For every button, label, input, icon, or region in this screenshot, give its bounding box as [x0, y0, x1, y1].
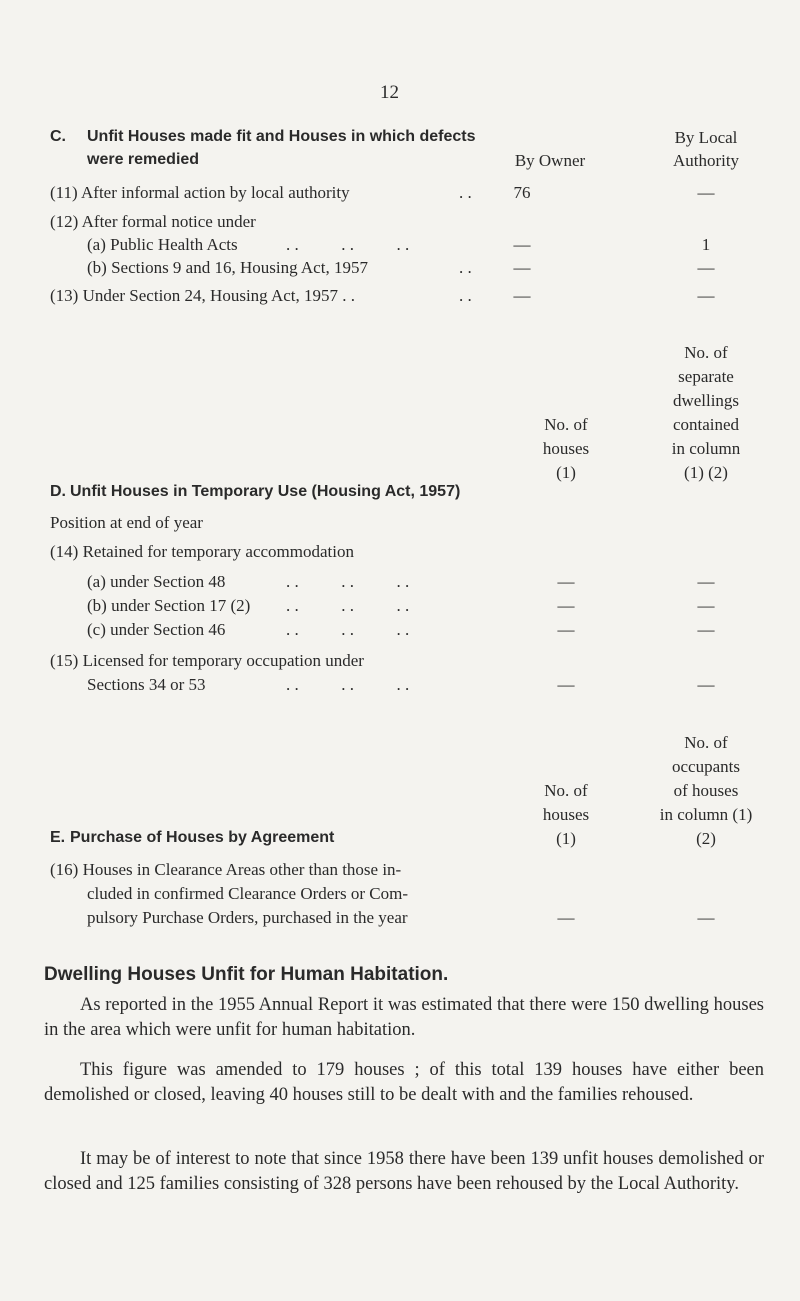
row-14a-c2: —	[697, 572, 715, 591]
e-col2-line1: No. of	[684, 733, 728, 752]
row-16-line1: (16) Houses in Clearance Areas other than those in-	[50, 860, 402, 879]
d-col2-line1: No. of	[684, 343, 728, 362]
col-header-owner: By Owner	[514, 151, 586, 170]
row-14b-dots: . . . . . .	[286, 596, 410, 615]
row-11-local: —	[697, 183, 715, 202]
row-11-dots: . .	[459, 183, 472, 202]
d-col1-line1: No. of	[544, 415, 588, 434]
row-12-label: (12) After formal notice under	[50, 212, 256, 231]
row-14a-dots: . . . . . .	[286, 572, 410, 591]
row-16-c1: —	[557, 908, 575, 927]
row-11-owner: 76	[513, 183, 531, 202]
row-12a-owner: —	[513, 235, 531, 254]
section-c-title-line2: were remedied	[87, 151, 200, 168]
d-col2-line2: separate	[678, 367, 734, 386]
section-c-letter: C.	[50, 128, 66, 145]
e-col2-line2: occupants	[672, 757, 740, 776]
e-col2-line4: in column (1)	[659, 805, 753, 824]
row-13-owner: —	[513, 286, 531, 305]
row-14c-label: (c) under Section 46	[87, 620, 226, 639]
section-d-title: Unfit Houses in Temporary Use (Housing Act, 1957)	[70, 483, 461, 500]
row-16-c2: —	[697, 908, 715, 927]
row-13-label: (13) Under Section 24, Housing Act, 1957 . .	[50, 286, 356, 305]
row-14c-c2: —	[697, 620, 715, 639]
row-15-dots: . . . . . .	[286, 675, 410, 694]
row-13-local: —	[697, 286, 715, 305]
e-col1-line3: (1)	[556, 829, 576, 848]
section-d-letter: D.	[50, 483, 66, 500]
e-col2-line5: (2)	[696, 829, 716, 848]
d-position-text: Position at end of year	[50, 513, 203, 532]
d-col2-line5: in column	[671, 439, 741, 458]
col-header-local-1: By Local	[674, 128, 738, 147]
row-12b-local: —	[697, 258, 715, 277]
e-col2-line3: of houses	[673, 781, 739, 800]
row-14-label: (14) Retained for temporary accommodation	[50, 542, 354, 561]
row-12a-label: (a) Public Health Acts	[87, 235, 238, 254]
section-e-title: Purchase of Houses by Agreement	[70, 829, 335, 846]
row-15-label: (15) Licensed for temporary occupation under	[50, 651, 364, 670]
d-col2-line6: (1) (2)	[684, 463, 728, 482]
row-12b-owner: —	[513, 258, 531, 277]
section-e-letter: E.	[50, 829, 66, 846]
page-number: 12	[380, 82, 399, 103]
row-14a-label: (a) under Section 48	[87, 572, 226, 591]
row-14b-c1: —	[557, 596, 575, 615]
row-15-c1: —	[557, 675, 575, 694]
row-16-line2: cluded in confirmed Clearance Orders or Com-	[87, 884, 408, 903]
d-col1-line3: (1)	[556, 463, 576, 482]
d-col1-line2: houses	[542, 439, 590, 458]
row-12a-local: 1	[701, 235, 711, 254]
row-12a-dots: . . . . . .	[286, 235, 410, 254]
e-col1-line1: No. of	[544, 781, 588, 800]
dwelling-para-3: It may be of interest to note that since 1958 there have been 139 unfit houses demolished or closed and 125 families consisting of 328 persons have been rehoused by the Local Authority.	[44, 1149, 764, 1194]
dwelling-para-2: This figure was amended to 179 houses ; of this total 139 houses have either been demolished or closed, leaving 40 houses still to be dealt with and the families rehoused.	[44, 1060, 764, 1105]
row-16-line3: pulsory Purchase Orders, purchased in the year	[87, 908, 408, 927]
row-14a-c1: —	[557, 572, 575, 591]
row-15-c2: —	[697, 675, 715, 694]
row-14c-dots: . . . . . .	[286, 620, 410, 639]
row-13-dots: . .	[459, 286, 472, 305]
row-14c-c1: —	[557, 620, 575, 639]
d-col2-line3: dwellings	[672, 391, 740, 410]
col-header-local-2: Authority	[672, 151, 740, 170]
row-12b-label: (b) Sections 9 and 16, Housing Act, 1957	[87, 258, 368, 277]
dwelling-heading: Dwelling Houses Unfit for Human Habitation.	[44, 964, 449, 985]
row-14b-label: (b) under Section 17 (2)	[87, 596, 251, 615]
section-c-title-line1: Unfit Houses made fit and Houses in which defects	[87, 128, 476, 145]
e-col1-line2: houses	[542, 805, 590, 824]
dwelling-para-1: As reported in the 1955 Annual Report it was estimated that there were 150 dwelling houses in the area which were unfit for human habitation.	[44, 995, 764, 1040]
row-15-label-2: Sections 34 or 53	[87, 675, 206, 694]
row-12b-dots: . .	[459, 258, 472, 277]
row-11-label: (11) After informal action by local authority	[50, 183, 350, 202]
d-col2-line4: contained	[672, 415, 740, 434]
row-14b-c2: —	[697, 596, 715, 615]
